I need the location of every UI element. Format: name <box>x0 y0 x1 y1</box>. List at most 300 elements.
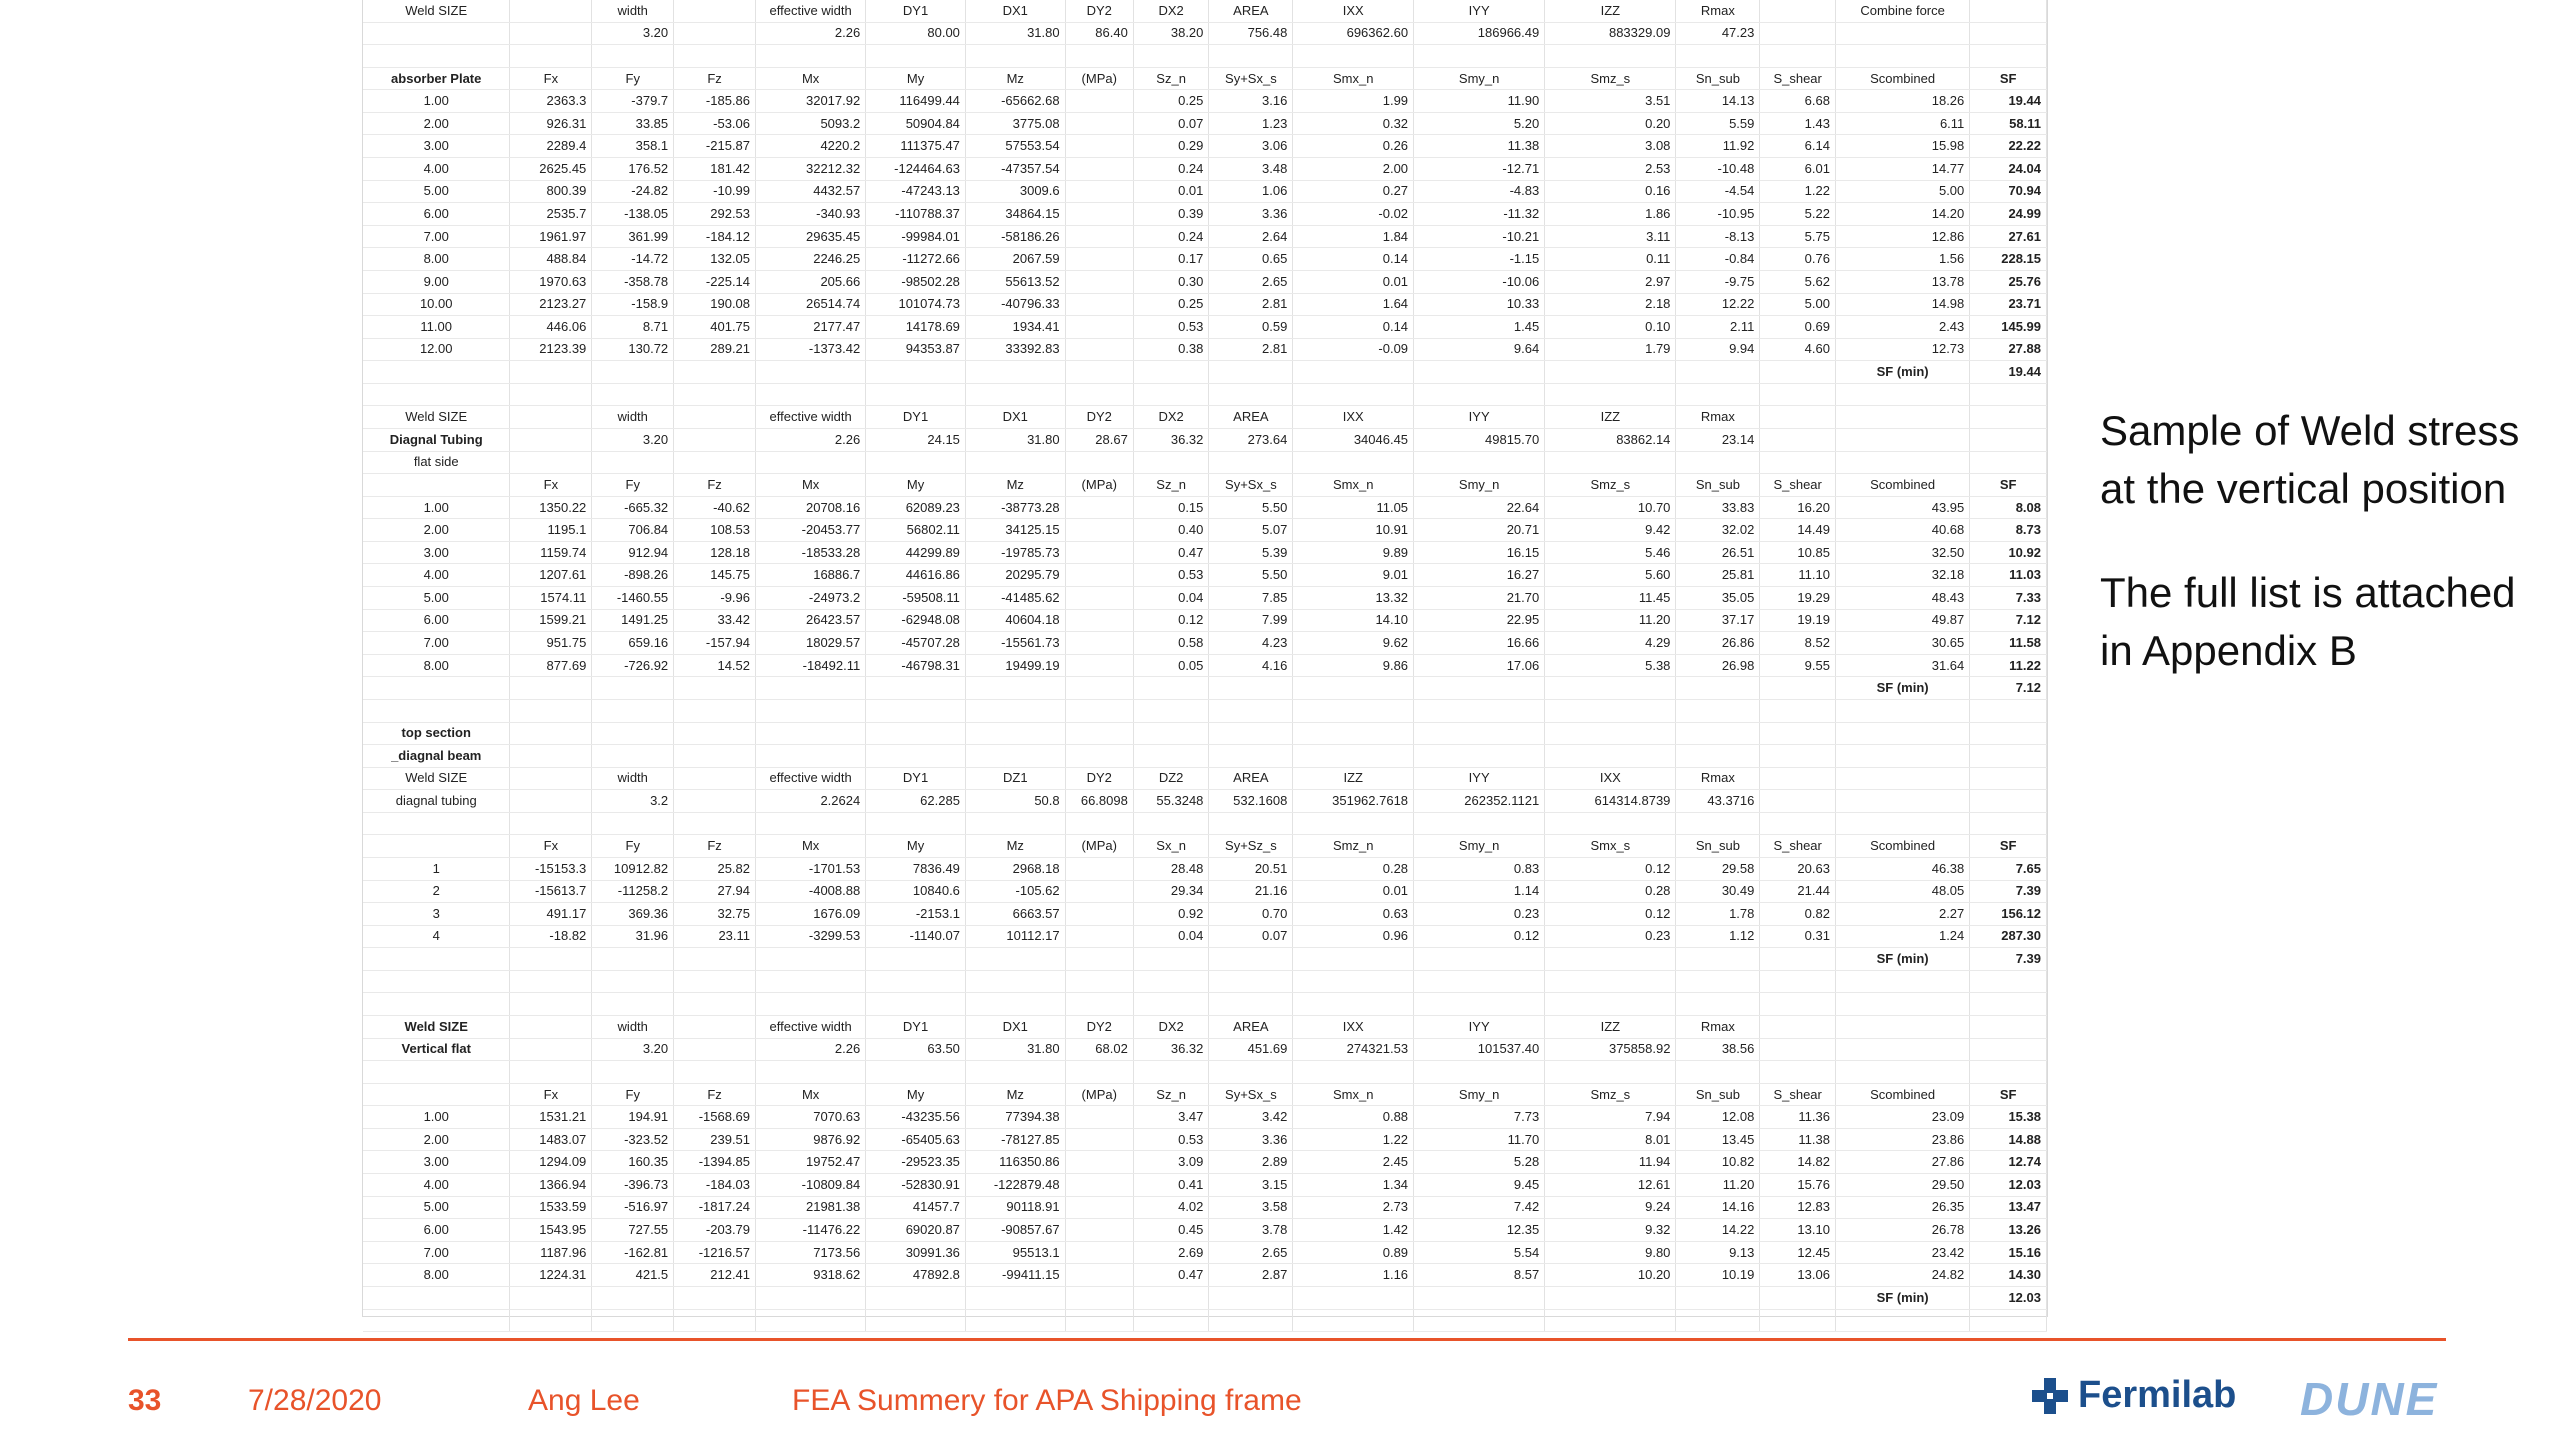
table-cell <box>1414 45 1545 68</box>
table-cell <box>866 383 966 406</box>
table-cell: 926.31 <box>510 112 592 135</box>
table-cell: 11.36 <box>1760 1106 1836 1129</box>
table-cell <box>965 383 1065 406</box>
table-cell: 160.35 <box>592 1151 674 1174</box>
table-cell: DZ2 <box>1133 767 1209 790</box>
table-row <box>363 677 2047 700</box>
table-cell <box>1970 993 2047 1016</box>
table-cell: 239.51 <box>674 1128 756 1151</box>
table-cell <box>1065 587 1133 610</box>
table-row <box>363 857 2047 880</box>
table-cell <box>1133 1309 1209 1332</box>
table-cell: 2535.7 <box>510 203 592 226</box>
table-cell: DY1 <box>866 0 966 22</box>
table-cell: 95513.1 <box>965 1241 1065 1264</box>
table-cell: 19.29 <box>1760 587 1836 610</box>
table-cell <box>866 1286 966 1309</box>
table-cell: 32.18 <box>1835 564 1969 587</box>
table-row <box>363 22 2047 45</box>
table-cell: 190.08 <box>674 293 756 316</box>
table-cell: Fz <box>674 67 756 90</box>
table-cell: 3.48 <box>1209 158 1293 181</box>
table-cell <box>1133 383 1209 406</box>
table-cell: 40604.18 <box>965 609 1065 632</box>
table-cell: 22.95 <box>1414 609 1545 632</box>
table-cell: 3.00 <box>363 135 510 158</box>
table-cell: 9.89 <box>1293 541 1414 564</box>
table-row <box>363 203 2047 226</box>
table-cell <box>592 1309 674 1332</box>
table-cell: 361.99 <box>592 225 674 248</box>
table-cell <box>1835 699 1969 722</box>
table-cell <box>1065 857 1133 880</box>
table-cell: 7.00 <box>363 225 510 248</box>
table-cell <box>1545 699 1676 722</box>
table-cell: 9.42 <box>1545 519 1676 542</box>
table-cell <box>1209 812 1293 835</box>
table-row <box>363 903 2047 926</box>
table-row <box>363 496 2047 519</box>
table-cell <box>1209 45 1293 68</box>
table-cell <box>510 361 592 384</box>
table-cell: 0.12 <box>1545 903 1676 926</box>
table-row <box>363 158 2047 181</box>
table-cell: 4.29 <box>1545 632 1676 655</box>
table-cell <box>674 45 756 68</box>
table-cell <box>965 993 1065 1016</box>
table-cell: 5.50 <box>1209 496 1293 519</box>
table-cell: 2.2624 <box>756 790 866 813</box>
table-cell: 14.52 <box>674 654 756 677</box>
table-cell <box>1545 451 1676 474</box>
table-cell: 12.08 <box>1676 1106 1760 1129</box>
table-cell: 0.07 <box>1133 112 1209 135</box>
table-cell: 5.00 <box>1835 180 1969 203</box>
table-row <box>363 654 2047 677</box>
table-cell: 2.69 <box>1133 1241 1209 1264</box>
table-row <box>363 293 2047 316</box>
table-cell: Smx_n <box>1293 67 1414 90</box>
table-cell: AREA <box>1209 406 1293 429</box>
table-cell <box>1676 677 1760 700</box>
table-cell: 3 <box>363 903 510 926</box>
table-cell: -10.99 <box>674 180 756 203</box>
table-cell: -1701.53 <box>756 857 866 880</box>
table-cell: Smz_s <box>1545 67 1676 90</box>
table-cell <box>1545 677 1676 700</box>
table-cell: 0.04 <box>1133 587 1209 610</box>
table-cell: 4 <box>363 925 510 948</box>
table-cell: 94353.87 <box>866 338 966 361</box>
table-cell: 14.82 <box>1760 1151 1836 1174</box>
table-cell: 0.14 <box>1293 248 1414 271</box>
table-cell: IXX <box>1293 0 1414 22</box>
table-cell: 2.27 <box>1835 903 1969 926</box>
table-cell: 2.18 <box>1545 293 1676 316</box>
table-cell: -184.12 <box>674 225 756 248</box>
table-cell: 11.38 <box>1414 135 1545 158</box>
table-cell: 15.16 <box>1970 1241 2047 1264</box>
table-cell: 0.25 <box>1133 293 1209 316</box>
table-cell: S_shear <box>1760 835 1836 858</box>
table-cell <box>1065 970 1133 993</box>
table-row <box>363 609 2047 632</box>
table-cell <box>1293 970 1414 993</box>
table-cell <box>866 361 966 384</box>
table-cell: 2123.39 <box>510 338 592 361</box>
table-cell <box>674 428 756 451</box>
table-cell: 1.22 <box>1760 180 1836 203</box>
table-cell <box>1676 451 1760 474</box>
table-cell: 1.78 <box>1676 903 1760 926</box>
table-cell <box>674 677 756 700</box>
table-cell: Smy_n <box>1414 1083 1545 1106</box>
table-cell <box>1133 1061 1209 1084</box>
table-cell: 9.64 <box>1414 338 1545 361</box>
table-cell <box>674 767 756 790</box>
table-cell: 24.04 <box>1970 158 2047 181</box>
table-cell <box>1760 948 1836 971</box>
table-cell: 26.78 <box>1835 1219 1969 1242</box>
table-cell: Fy <box>592 1083 674 1106</box>
table-cell: 8.52 <box>1760 632 1836 655</box>
table-cell: 1531.21 <box>510 1106 592 1129</box>
table-cell: 614314.8739 <box>1545 790 1676 813</box>
table-cell: 83862.14 <box>1545 428 1676 451</box>
table-cell <box>756 1061 866 1084</box>
table-cell: 58.11 <box>1970 112 2047 135</box>
table-cell <box>1676 1061 1760 1084</box>
table-cell: Sy+Sz_s <box>1209 835 1293 858</box>
table-cell: Fx <box>510 1083 592 1106</box>
table-cell <box>1209 699 1293 722</box>
table-cell <box>1133 812 1209 835</box>
table-cell: 5.62 <box>1760 270 1836 293</box>
table-cell: 3.36 <box>1209 1128 1293 1151</box>
table-cell: -24973.2 <box>756 587 866 610</box>
table-cell: 800.39 <box>510 180 592 203</box>
table-cell: 7.12 <box>1970 677 2047 700</box>
table-cell: -19785.73 <box>965 541 1065 564</box>
table-cell: DY1 <box>866 767 966 790</box>
table-cell: 4.00 <box>363 564 510 587</box>
table-cell: -138.05 <box>592 203 674 226</box>
table-cell: -516.97 <box>592 1196 674 1219</box>
table-cell: -157.94 <box>674 632 756 655</box>
table-cell: 5.39 <box>1209 541 1293 564</box>
table-cell <box>510 406 592 429</box>
table-cell: 3.78 <box>1209 1219 1293 1242</box>
table-cell: 32.02 <box>1676 519 1760 542</box>
table-cell: -43235.56 <box>866 1106 966 1129</box>
table-cell <box>1414 1061 1545 1084</box>
table-cell: 11.58 <box>1970 632 2047 655</box>
table-cell <box>1209 722 1293 745</box>
table-cell <box>1293 993 1414 1016</box>
table-cell: 63.50 <box>866 1038 966 1061</box>
table-cell: 28.67 <box>1065 428 1133 451</box>
table-cell <box>1209 361 1293 384</box>
table-cell: -10809.84 <box>756 1174 866 1197</box>
table-cell: -40796.33 <box>965 293 1065 316</box>
table-cell: IZZ <box>1545 1016 1676 1039</box>
table-cell <box>866 722 966 745</box>
table-cell: 1.16 <box>1293 1264 1414 1287</box>
table-cell: 20.51 <box>1209 857 1293 880</box>
table-cell <box>1065 1128 1133 1151</box>
table-cell <box>510 1061 592 1084</box>
table-cell: 3.58 <box>1209 1196 1293 1219</box>
table-cell <box>1414 1286 1545 1309</box>
table-cell <box>1676 699 1760 722</box>
table-cell: Weld SIZE <box>363 767 510 790</box>
table-cell: -47243.13 <box>866 180 966 203</box>
table-cell <box>1760 1061 1836 1084</box>
table-row <box>363 1106 2047 1129</box>
table-cell: 13.26 <box>1970 1219 2047 1242</box>
table-cell: 491.17 <box>510 903 592 926</box>
table-cell: 2.00 <box>363 1128 510 1151</box>
table-cell: 32.50 <box>1835 541 1969 564</box>
table-cell: 1.00 <box>363 496 510 519</box>
table-row <box>363 1128 2047 1151</box>
table-cell: 4.00 <box>363 158 510 181</box>
table-cell <box>1970 1016 2047 1039</box>
table-cell: 3.42 <box>1209 1106 1293 1129</box>
table-cell <box>1970 812 2047 835</box>
table-cell: 1.42 <box>1293 1219 1414 1242</box>
table-cell: 9.62 <box>1293 632 1414 655</box>
table-cell: 0.24 <box>1133 158 1209 181</box>
table-cell: -45707.28 <box>866 632 966 655</box>
table-cell: 696362.60 <box>1293 22 1414 45</box>
table-cell <box>1209 1309 1293 1332</box>
table-cell <box>1760 993 1836 1016</box>
table-cell <box>965 45 1065 68</box>
table-cell: 0.58 <box>1133 632 1209 655</box>
table-cell: Weld SIZE <box>363 1016 510 1039</box>
table-cell: 3.20 <box>592 22 674 45</box>
table-cell: Scombined <box>1835 835 1969 858</box>
table-cell: 6.68 <box>1760 90 1836 113</box>
page-number: 33 <box>128 1384 162 1417</box>
table-cell <box>1676 45 1760 68</box>
table-cell: 14.16 <box>1676 1196 1760 1219</box>
table-cell: 3.51 <box>1545 90 1676 113</box>
table-cell <box>1545 948 1676 971</box>
table-cell: 10.70 <box>1545 496 1676 519</box>
table-cell: 1.45 <box>1414 316 1545 339</box>
table-cell: 145.75 <box>674 564 756 587</box>
table-cell: 9.80 <box>1545 1241 1676 1264</box>
table-cell: 1.12 <box>1676 925 1760 948</box>
table-cell: 11.22 <box>1970 654 2047 677</box>
table-cell: 10.91 <box>1293 519 1414 542</box>
table-cell: Sx_n <box>1133 835 1209 858</box>
table-cell: 10.85 <box>1760 541 1836 564</box>
table-cell: 5.07 <box>1209 519 1293 542</box>
table-cell: 21.16 <box>1209 880 1293 903</box>
table-cell <box>1133 745 1209 768</box>
table-cell: 0.63 <box>1293 903 1414 926</box>
table-cell: 57553.54 <box>965 135 1065 158</box>
table-cell <box>363 699 510 722</box>
table-cell: 47892.8 <box>866 1264 966 1287</box>
table-cell <box>1760 383 1836 406</box>
table-cell <box>1065 541 1133 564</box>
table-cell: SF <box>1970 835 2047 858</box>
table-cell: 12.74 <box>1970 1151 2047 1174</box>
table-cell <box>1545 1309 1676 1332</box>
table-cell <box>510 767 592 790</box>
table-cell: 8.73 <box>1970 519 2047 542</box>
table-cell: Mx <box>756 1083 866 1106</box>
table-cell <box>363 677 510 700</box>
table-cell: 0.01 <box>1133 180 1209 203</box>
table-cell: DY1 <box>866 1016 966 1039</box>
table-cell <box>363 812 510 835</box>
table-cell <box>592 722 674 745</box>
table-cell: DZ1 <box>965 767 1065 790</box>
table-cell: 1543.95 <box>510 1219 592 1242</box>
table-cell <box>1970 0 2047 22</box>
table-cell <box>510 428 592 451</box>
table-cell: 80.00 <box>866 22 966 45</box>
table-cell <box>1065 1151 1133 1174</box>
table-cell: -18533.28 <box>756 541 866 564</box>
table-cell: 19.19 <box>1760 609 1836 632</box>
table-cell: 69020.87 <box>866 1219 966 1242</box>
table-cell <box>1133 722 1209 745</box>
table-cell: 2363.3 <box>510 90 592 113</box>
table-cell <box>1970 45 2047 68</box>
table-cell <box>1065 812 1133 835</box>
table-cell: 132.05 <box>674 248 756 271</box>
table-cell <box>1065 496 1133 519</box>
table-cell <box>1760 451 1836 474</box>
table-cell: 0.47 <box>1133 1264 1209 1287</box>
table-cell: 5.22 <box>1760 203 1836 226</box>
table-cell: 18.26 <box>1835 90 1969 113</box>
table-cell: 0.53 <box>1133 564 1209 587</box>
table-cell: Mz <box>965 67 1065 90</box>
table-cell <box>1835 722 1969 745</box>
table-cell <box>1065 993 1133 1016</box>
note-appendix: The full list is attached in Appendix B <box>2100 569 2516 674</box>
table-cell <box>756 361 866 384</box>
table-cell: 15.98 <box>1835 135 1969 158</box>
table-cell: 1.00 <box>363 90 510 113</box>
table-cell <box>1209 948 1293 971</box>
table-cell: 6663.57 <box>965 903 1065 926</box>
table-cell <box>1835 428 1969 451</box>
table-cell: 24.15 <box>866 428 966 451</box>
table-cell: 14.49 <box>1760 519 1836 542</box>
table-cell: 0.24 <box>1133 225 1209 248</box>
table-cell: 31.80 <box>965 22 1065 45</box>
table-cell <box>756 722 866 745</box>
table-cell <box>1209 1061 1293 1084</box>
table-row <box>363 541 2047 564</box>
table-cell: 369.36 <box>592 903 674 926</box>
table-cell <box>756 1286 866 1309</box>
table-cell <box>1545 745 1676 768</box>
table-cell: 62.285 <box>866 790 966 813</box>
table-cell: 34046.45 <box>1293 428 1414 451</box>
table-cell: 11.90 <box>1414 90 1545 113</box>
table-cell: -340.93 <box>756 203 866 226</box>
table-cell <box>510 1016 592 1039</box>
table-cell: 23.11 <box>674 925 756 948</box>
table-cell: 756.48 <box>1209 22 1293 45</box>
table-cell: -215.87 <box>674 135 756 158</box>
table-cell: 12.03 <box>1970 1174 2047 1197</box>
table-cell <box>1970 428 2047 451</box>
table-cell: 0.27 <box>1293 180 1414 203</box>
table-cell: 29.58 <box>1676 857 1760 880</box>
table-cell: 2.87 <box>1209 1264 1293 1287</box>
table-cell: 2.65 <box>1209 270 1293 293</box>
table-cell <box>1065 722 1133 745</box>
table-cell: IYY <box>1414 406 1545 429</box>
table-cell: 31.96 <box>592 925 674 948</box>
table-row <box>363 225 2047 248</box>
table-cell: 0.01 <box>1293 270 1414 293</box>
table-row <box>363 835 2047 858</box>
table-cell: -15613.7 <box>510 880 592 903</box>
table-cell: 14.88 <box>1970 1128 2047 1151</box>
table-cell: 186966.49 <box>1414 22 1545 45</box>
table-cell: -15153.3 <box>510 857 592 880</box>
table-cell: width <box>592 406 674 429</box>
table-cell: 22.64 <box>1414 496 1545 519</box>
table-cell: 116350.86 <box>965 1151 1065 1174</box>
table-cell: 10.92 <box>1970 541 2047 564</box>
table-cell: 5.54 <box>1414 1241 1545 1264</box>
table-cell: 1350.22 <box>510 496 592 519</box>
table-cell <box>592 1061 674 1084</box>
table-cell: 7.85 <box>1209 587 1293 610</box>
table-cell: -8.13 <box>1676 225 1760 248</box>
table-cell: -1394.85 <box>674 1151 756 1174</box>
table-cell <box>1133 699 1209 722</box>
table-cell: 3.20 <box>592 428 674 451</box>
table-cell: 28.48 <box>1133 857 1209 880</box>
table-cell <box>1970 1038 2047 1061</box>
table-cell: DX2 <box>1133 0 1209 22</box>
dune-logo: DUNE <box>2300 1373 2439 1425</box>
table-cell: 2 <box>363 880 510 903</box>
table-cell: 5.00 <box>363 587 510 610</box>
table-row <box>363 1083 2047 1106</box>
table-row <box>363 970 2047 993</box>
table-row <box>363 1241 2047 1264</box>
table-cell <box>1760 1309 1836 1332</box>
table-cell: 0.76 <box>1760 248 1836 271</box>
table-cell: -158.9 <box>592 293 674 316</box>
table-cell: 176.52 <box>592 158 674 181</box>
table-cell <box>756 993 866 1016</box>
table-cell: 9.00 <box>363 270 510 293</box>
table-cell: SF <box>1970 474 2047 497</box>
table-cell: 9.86 <box>1293 654 1414 677</box>
table-cell: 10.20 <box>1545 1264 1676 1287</box>
table-cell: Smx_n <box>1293 1083 1414 1106</box>
table-cell: 7.94 <box>1545 1106 1676 1129</box>
table-cell: 9318.62 <box>756 1264 866 1287</box>
table-cell <box>1414 745 1545 768</box>
table-cell <box>1209 1286 1293 1309</box>
